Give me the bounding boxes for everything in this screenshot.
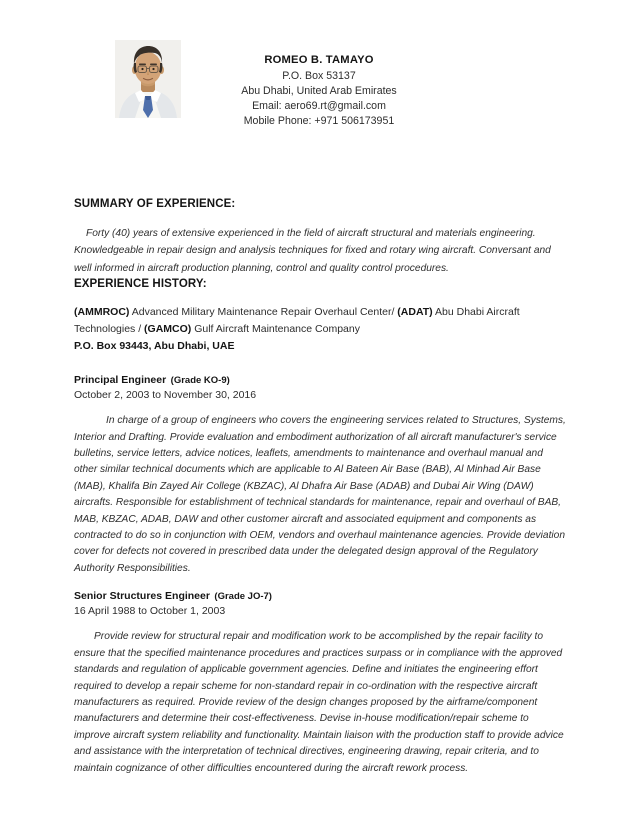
role-dates: October 2, 2003 to November 30, 2016 (74, 389, 257, 402)
role-title-line (74, 371, 566, 388)
experience-heading: EXPERIENCE HISTORY: (74, 278, 207, 291)
role-title: Principal Engineer (74, 374, 167, 387)
role-principal-engineer (74, 371, 566, 577)
role-title: Senior Structures Engineer (74, 590, 210, 603)
role-description: In charge of a group of engineers who covers the engineering services related to Structures, Systems, Interior and Drafting. Provide evaluation and embodiment authorization of all aircraft manufacturer's service bulletins, service letters, advice notices, leaflets, amendments to maintenance and overhaul manual and other similar technical documents which are applicable to Al Bateen Air Base (BAB), Al Minhad Air Base (MAB), Khalifa Bin Zayed Air College (KBZAC), Al Dhafra Air Base (ADAB) and Dubai Air Wing (DAW) aircrafts. Responsible for establishment of technical standards for maintenance, repair and overhaul of BAB, MAB, KBZAC, ADAB, DAW and other customer aircraft and associated equipment and components as contracted to do so in conjunction with OEM, vendors and overhaul maintenance agencies. Provide deviation cover for defects not covered in prescribed data under the delegated design approval of the Regulatory Authority Responsibilities. (74, 415, 566, 574)
candidate-name: ROMEO B. TAMAYO (264, 54, 374, 66)
contact-header (0, 53, 638, 129)
company-name-gamco: Gulf Aircraft Maintenance Company (191, 323, 360, 336)
document-body (74, 197, 566, 777)
role-description: Provide review for structural repair and modification work to be accomplished by the repair facility to ensure that the specified maintenance procedures and practices surpass or in compliance with the approved standards and regulation of applicable government agencies. Define and initiates the engineering effort required to develop a repair scheme for non-standard repair in co-ordination with the respective aircraft manufacturers as required. Provide review of the design changes proposed by the airframe/component manufacturers and determine their cost-effectiveness. Devise in-house modification/repair scheme to improve aircraft system reliability and functionality. Maintain liaison with the production staff to provide advice and assistance with the interpretation of technical directives, engineering drawing, repair criteria, and to maintain cognizance of other difficulties encountered during the aircraft rework process. (74, 631, 564, 774)
company-name-ammroc: Advanced Military Maintenance Repair Overhaul Center/ (129, 306, 398, 319)
summary-paragraph: Forty (40) years of extensive experienced in the field of aircraft structural and materials engineering. Knowledgeable in repair design and analysis techniques for fixed and rotary wing aircraft. Conversant and well informed in aircraft production planning, control and quality control procedures. (74, 228, 551, 274)
company-abbr-adat: (ADAT) (397, 306, 433, 319)
email-line: Email: aero69.rt@gmail.com (252, 100, 386, 112)
role-grade: (Grade KO-9) (170, 375, 230, 387)
role-senior-structures-engineer (74, 587, 566, 777)
phone-line: Mobile Phone: +971 506173951 (243, 115, 395, 127)
summary-heading: SUMMARY OF EXPERIENCE: (74, 198, 236, 210)
city-line: Abu Dhabi, United Arab Emirates (241, 85, 397, 97)
company-line (74, 304, 566, 338)
role-title-line (74, 587, 566, 604)
company-address: P.O. Box 93443, Abu Dhabi, UAE (74, 340, 235, 353)
company-name-adat: Abu Dhabi Aircraft Technologies / (74, 306, 520, 336)
company-abbr-gamco: (GAMCO) (144, 323, 192, 336)
po-box-line: P.O. Box 53137 (282, 70, 356, 82)
role-grade: (Grade JO-7) (214, 591, 272, 603)
role-dates: 16 April 1988 to October 1, 2003 (74, 605, 226, 618)
company-abbr-ammroc: (AMMROC) (74, 306, 130, 319)
